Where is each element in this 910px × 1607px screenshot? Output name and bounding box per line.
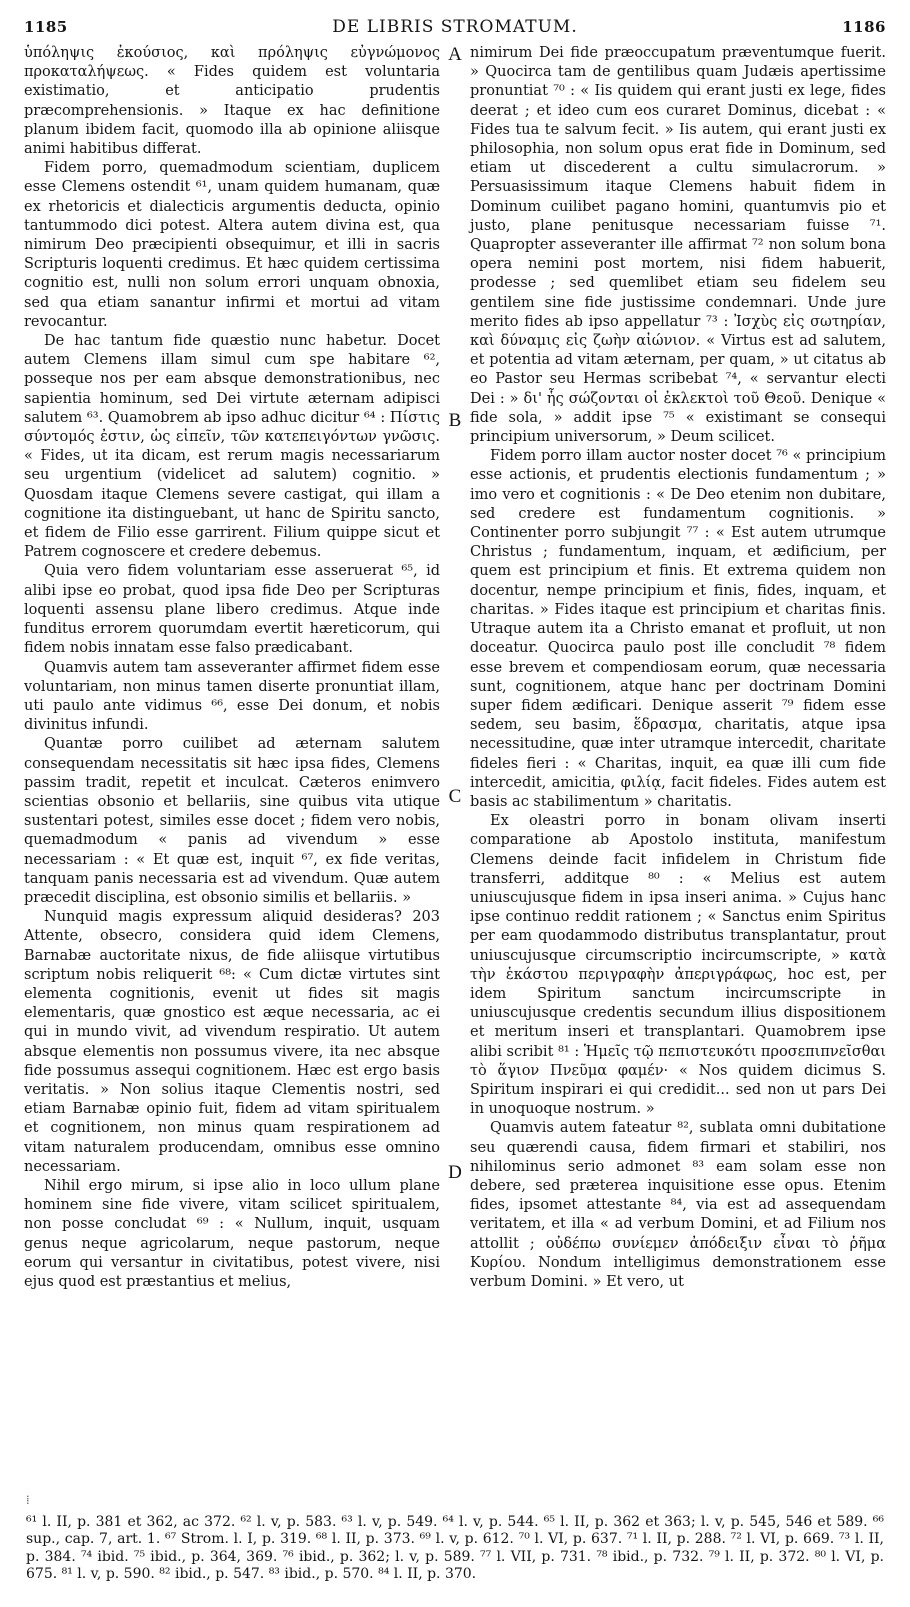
- right-paragraph: nimirum Dei fide præoccupatum præventumque fuerit. » Quocirca tam de gentilibus quam Judæis apertissime pronuntiat ⁷⁰ : « Iis quidem qui erant justi ex lege, fides deerat ; et ideo cum eos curaret Dominus, dicebat : « Fides tua te salvum fecit. » Iis autem, qui erant justi ex philosophia, non solum opus erat fide in Dominum, sed etiam ut discederent a cultu simulacrorum. » Persuasissimum itaque Clemens habuit fidem in Dominum cuilibet pagano homini, quantumvis pio et justo, plane penitusque necessariam fuisse ⁷¹. Quapropter asseveranter ille affirmat ⁷² non solum bona opera nemini post mortem, nisi fidem habuerit, prodesse ; sed quemlibet etiam seu fidelem seu gentilem sine fide justissime condemnari. Unde jure merito fides ab ipso appellatur ⁷³ : Ἰσχὺς εἰς σωτηρίαν, καὶ δύναμις εἰς ζωὴν αἰώνιον. « Virtus est ad salutem, et potentia ad vitam æternam, per quam, » ut citatus ab eo Pastor seu Hermas scribebat ⁷⁴, « servantur electi Dei : » δι' ἧς σώζονται οἱ ἐκλεκτοὶ τοῦ Θεοῦ. Denique « fide sola, » addit ipse ⁷⁵ « existimant se consequi principium universorum, » Deum scilicet.: [470, 45, 886, 446]
- footnote-text: ⁶¹ l. II, p. 381 et 362, ac 372. ⁶² l. v, p. 583. ⁶³ l. v, p. 549. ⁶⁴ l. v, p. 544. ⁶⁵ l. II, p. 362 et 363; l. v, p. 545, 546 et 589. ⁶⁶ sup., cap. 7, art. 1. ⁶⁷ Strom. l. I, p. 319. ⁶⁸ l. II, p. 373. ⁶⁹ l. v, p. 612. ⁷⁰ l. VI, p. 637. ⁷¹ l. II, p. 288. ⁷² l. VI, p. 669. ⁷³ l. II, p. 384. ⁷⁴ ibid. ⁷⁵ ibid., p. 364, 369. ⁷⁶ ibid., p. 362; l. v, p. 589. ⁷⁷ l. VII, p. 731. ⁷⁸ ibid., p. 732. ⁷⁹ l. II, p. 372. ⁸⁰ l. VI, p. 675. ⁸¹ l. v, p. 590. ⁸² ibid., p. 547. ⁸³ ibid., p. 570. ⁸⁴ l. II, p. 370.: [26, 1513, 884, 1582]
- running-title: DE LIBRIS STROMATUM.: [332, 17, 578, 37]
- margin-marker-a: A: [448, 44, 462, 65]
- margin-marker-c: C: [448, 786, 462, 807]
- running-header: [24, 14, 886, 40]
- right-paragraph: Ex oleastri porro in bonam olivam inserti comparatione ab Apostolo instituta, manifestum Clemens deinde facit infidelem in Christum fide transferri, additque ⁸⁰ : « Melius est autem uniuscujusque fidem in ipsa inseri anima. » Cujus hanc ipse continuo reddit rationem ; « Sanctus enim Spiritus per eam quodammodo distributus transplantatur, prout uniuscujusque circumscriptio incircumscripte, » κατὰ τὴν ἑκάστου περιγραφὴν ἀπεριγράφως, hoc est, per idem Spiritum sanctum incircumscripte in uniuscujusque credentis secundum illius dispositionem et meritum inseri et transplantari. Quamobrem ipse alibi scribit ⁸¹ : Ἡμεῖς τῷ πεπιστευκότι προσεπιπνεῖσθαι τὸ ἅγιον Πνεῦμα φαμέν· « Nos quidem dicimus S. Spiritum inspirari ei qui credidit... sed non ut pars Dei in unoquoque nostrum. »: [470, 813, 886, 1118]
- left-paragraph: ὑπόληψις ἑκούσιος, καὶ πρόληψις εὐγνώμονος προκαταλήψεως. « Fides quidem est voluntaria existimatio, et anticipatio prudentis præcomprehensionis. » Itaque ex hac definitione planum ibidem facit, quomodo illa ab opinione aliisque animi habitibus differat.: [24, 45, 440, 158]
- left-paragraph: De hac tantum fide quæstio nunc habetur. Docet autem Clemens illam simul cum spe habitare ⁶², posseque nos per eam absque demonstrationibus, nec sapientia hominum, sed Dei virtute æternam adipisci salutem ⁶³. Quamobrem ab ipso adhuc dicitur ⁶⁴ : Πίστις σύντομός ἐστιν, ὡς εἰπεῖν, τῶν κατεπειγόντων γνῶσις. « Fides, ut ita dicam, est rerum magis necessariarum seu urgentium (videlicet ad salutem) cognitio. » Quosdam itaque Clemens severe castigat, qui illam a cognitione ita distinguebant, ut hanc de Spiritu sancto, et fidem de Filio esse garrirent. Filium quippe sicut et Patrem cognoscere et credere debemus.: [24, 333, 440, 561]
- left-paragraph: Nunquid magis expressum aliquid desideras? 203 Attente, obsecro, considera quid idem Clemens, Barnabæ auctoritate nixus, de fide aliisque virtutibus scriptum nobis reliquerit ⁶⁸: « Cum dictæ virtutes sint elementa cognitionis, evenit ut fides sit magis elementaris, quæ gnostico est æque necessaria, ac ei qui in mundo vivit, ad vivendum respiratio. Ut autem absque elementis non possumus vivere, ita nec absque fide possumus assequi cognitionem. Hæc est ergo basis veritatis. » Non solius itaque Clementis nostri, sed etiam Barnabæ opinio fuit, fidem ad vitam spiritualem et cognitionem, non minus quam respirationem ad vitam naturalem producendam, omnibus esse omnino necessariam.: [24, 909, 440, 1175]
- footnote-rule: ⁞: [26, 1493, 30, 1508]
- page-number-right: 1186: [842, 18, 886, 36]
- left-paragraph: Quantæ porro cuilibet ad æternam salutem consequendam necessitatis sit hæc ipsa fides, Clemens passim tradit, repetit et inculcat. Cæteros enimvero scientias obsonio et bellariis, sine quibus vita utique sustentari potest, similes esse docet ; fidem vero nobis, quemadmodum « panis ad vivendum » esse necessariam : « Et quæ est, inquit ⁶⁷, ex fide veritas, tanquam panis necessaria est ad vivendum. Quæ autem præcedit disciplina, est obsonio similis et bellariis. »: [24, 736, 440, 906]
- left-column: [24, 44, 440, 1514]
- left-paragraph: Nihil ergo mirum, si ipse alio in loco ullum plane hominem sine fide vivere, vitam scilicet spiritualem, non posse concludat ⁶⁹ : « Nullum, inquit, usquam genus neque agricolarum, neque pastorum, neque eorum qui versantur in civitatibus, potest vivere, nisi ejus quod est præstantius et melius,: [24, 1177, 440, 1290]
- right-paragraph: Quamvis autem fateatur ⁸², sublata omni dubitatione seu quærendi causa, fidem firmari et stabiliri, nos nihilominus serio admonet ⁸³ eam solam esse non debere, sed præterea inquisitione esse opus. Etenim fides, ipsomet attestante ⁸⁴, via est ad assequendam veritatem, et illa « ad verbum Domini, et ad Filium nos attollit ; οὐδέπω συνίεμεν ἀπόδειξιν εἶναι τὸ ῥῆμα Κυρίου. Nondum intelligimus demonstrationem esse verbum Domini. » Et vero, ut: [470, 1120, 886, 1290]
- right-column: [470, 44, 886, 1514]
- margin-marker-d: D: [448, 1162, 462, 1183]
- left-paragraph: Fidem porro, quemadmodum scientiam, duplicem esse Clemens ostendit ⁶¹, unam quidem humanam, quæ ex rhetoricis et dialecticis argumentis deducta, opinio tantummodo dici potest. Altera autem divina est, qua nimirum Deo præcipienti obsequimur, et illi in sacris Scripturis loquenti credimus. Et hæc quidem certissima cognitio est, nulli non solum errori unquam obnoxia, sed qua etiam sanantur infirmi et mortui ad vitam revocantur.: [24, 160, 440, 330]
- text-columns: [24, 44, 886, 1514]
- left-paragraph: Quamvis autem tam asseveranter affirmet fidem esse voluntariam, non minus tamen diserte pronuntiat illam, uti paulo ante vidimus ⁶⁶, esse Dei donum, et nobis divinitus infundi.: [24, 659, 440, 734]
- margin-marker-b: B: [448, 410, 462, 431]
- left-paragraph: Quia vero fidem voluntariam esse asseruerat ⁶⁵, id alibi ipse eo probat, quod ipsa fide Deo per Scripturas loquenti assensu plane libero credimus. Atque inde funditus errorem quorumdam evertit hæreticorum, qui fidem nobis innatam esse falso prædicabant.: [24, 563, 440, 657]
- right-paragraph: Fidem porro illam auctor noster docet ⁷⁶ « principium esse actionis, et prudentis electionis fundamentum ; » imo vero et cognitionis : « De Deo etenim non dubitare, sed credere est fundamentum cognitionis. » Continenter porro subjungit ⁷⁷ : « Est autem utrumque Christus ; fundamentum, inquam, et ædificium, per quem est principium et finis. Et extrema quidem non docentur, nempe principium et finis, fides, inquam, et charitas. » Fides itaque est principium et charitas finis. Utraque autem ita a Christo emanat et profluit, ut non doceatur. Quocirca paulo post ille concludit ⁷⁸ fidem esse brevem et compendiosam eorum, quæ necessaria sunt, cognitionem, atque hanc per doctrinam Domini super fidem ædificari. Denique asserit ⁷⁹ fidem esse sedem, seu basim, ἕδρασμα, charitatis, atque ipsa necessitudine, quæ inter utramque intercedit, charitate fideles fieri : « Charitas, inquit, ea quæ illi cum fide intercedit, amicitia, φιλίᾳ, facit fideles. Fides autem est basis ac stabilimentum » charitatis.: [470, 448, 886, 810]
- page-number-left: 1185: [24, 18, 68, 36]
